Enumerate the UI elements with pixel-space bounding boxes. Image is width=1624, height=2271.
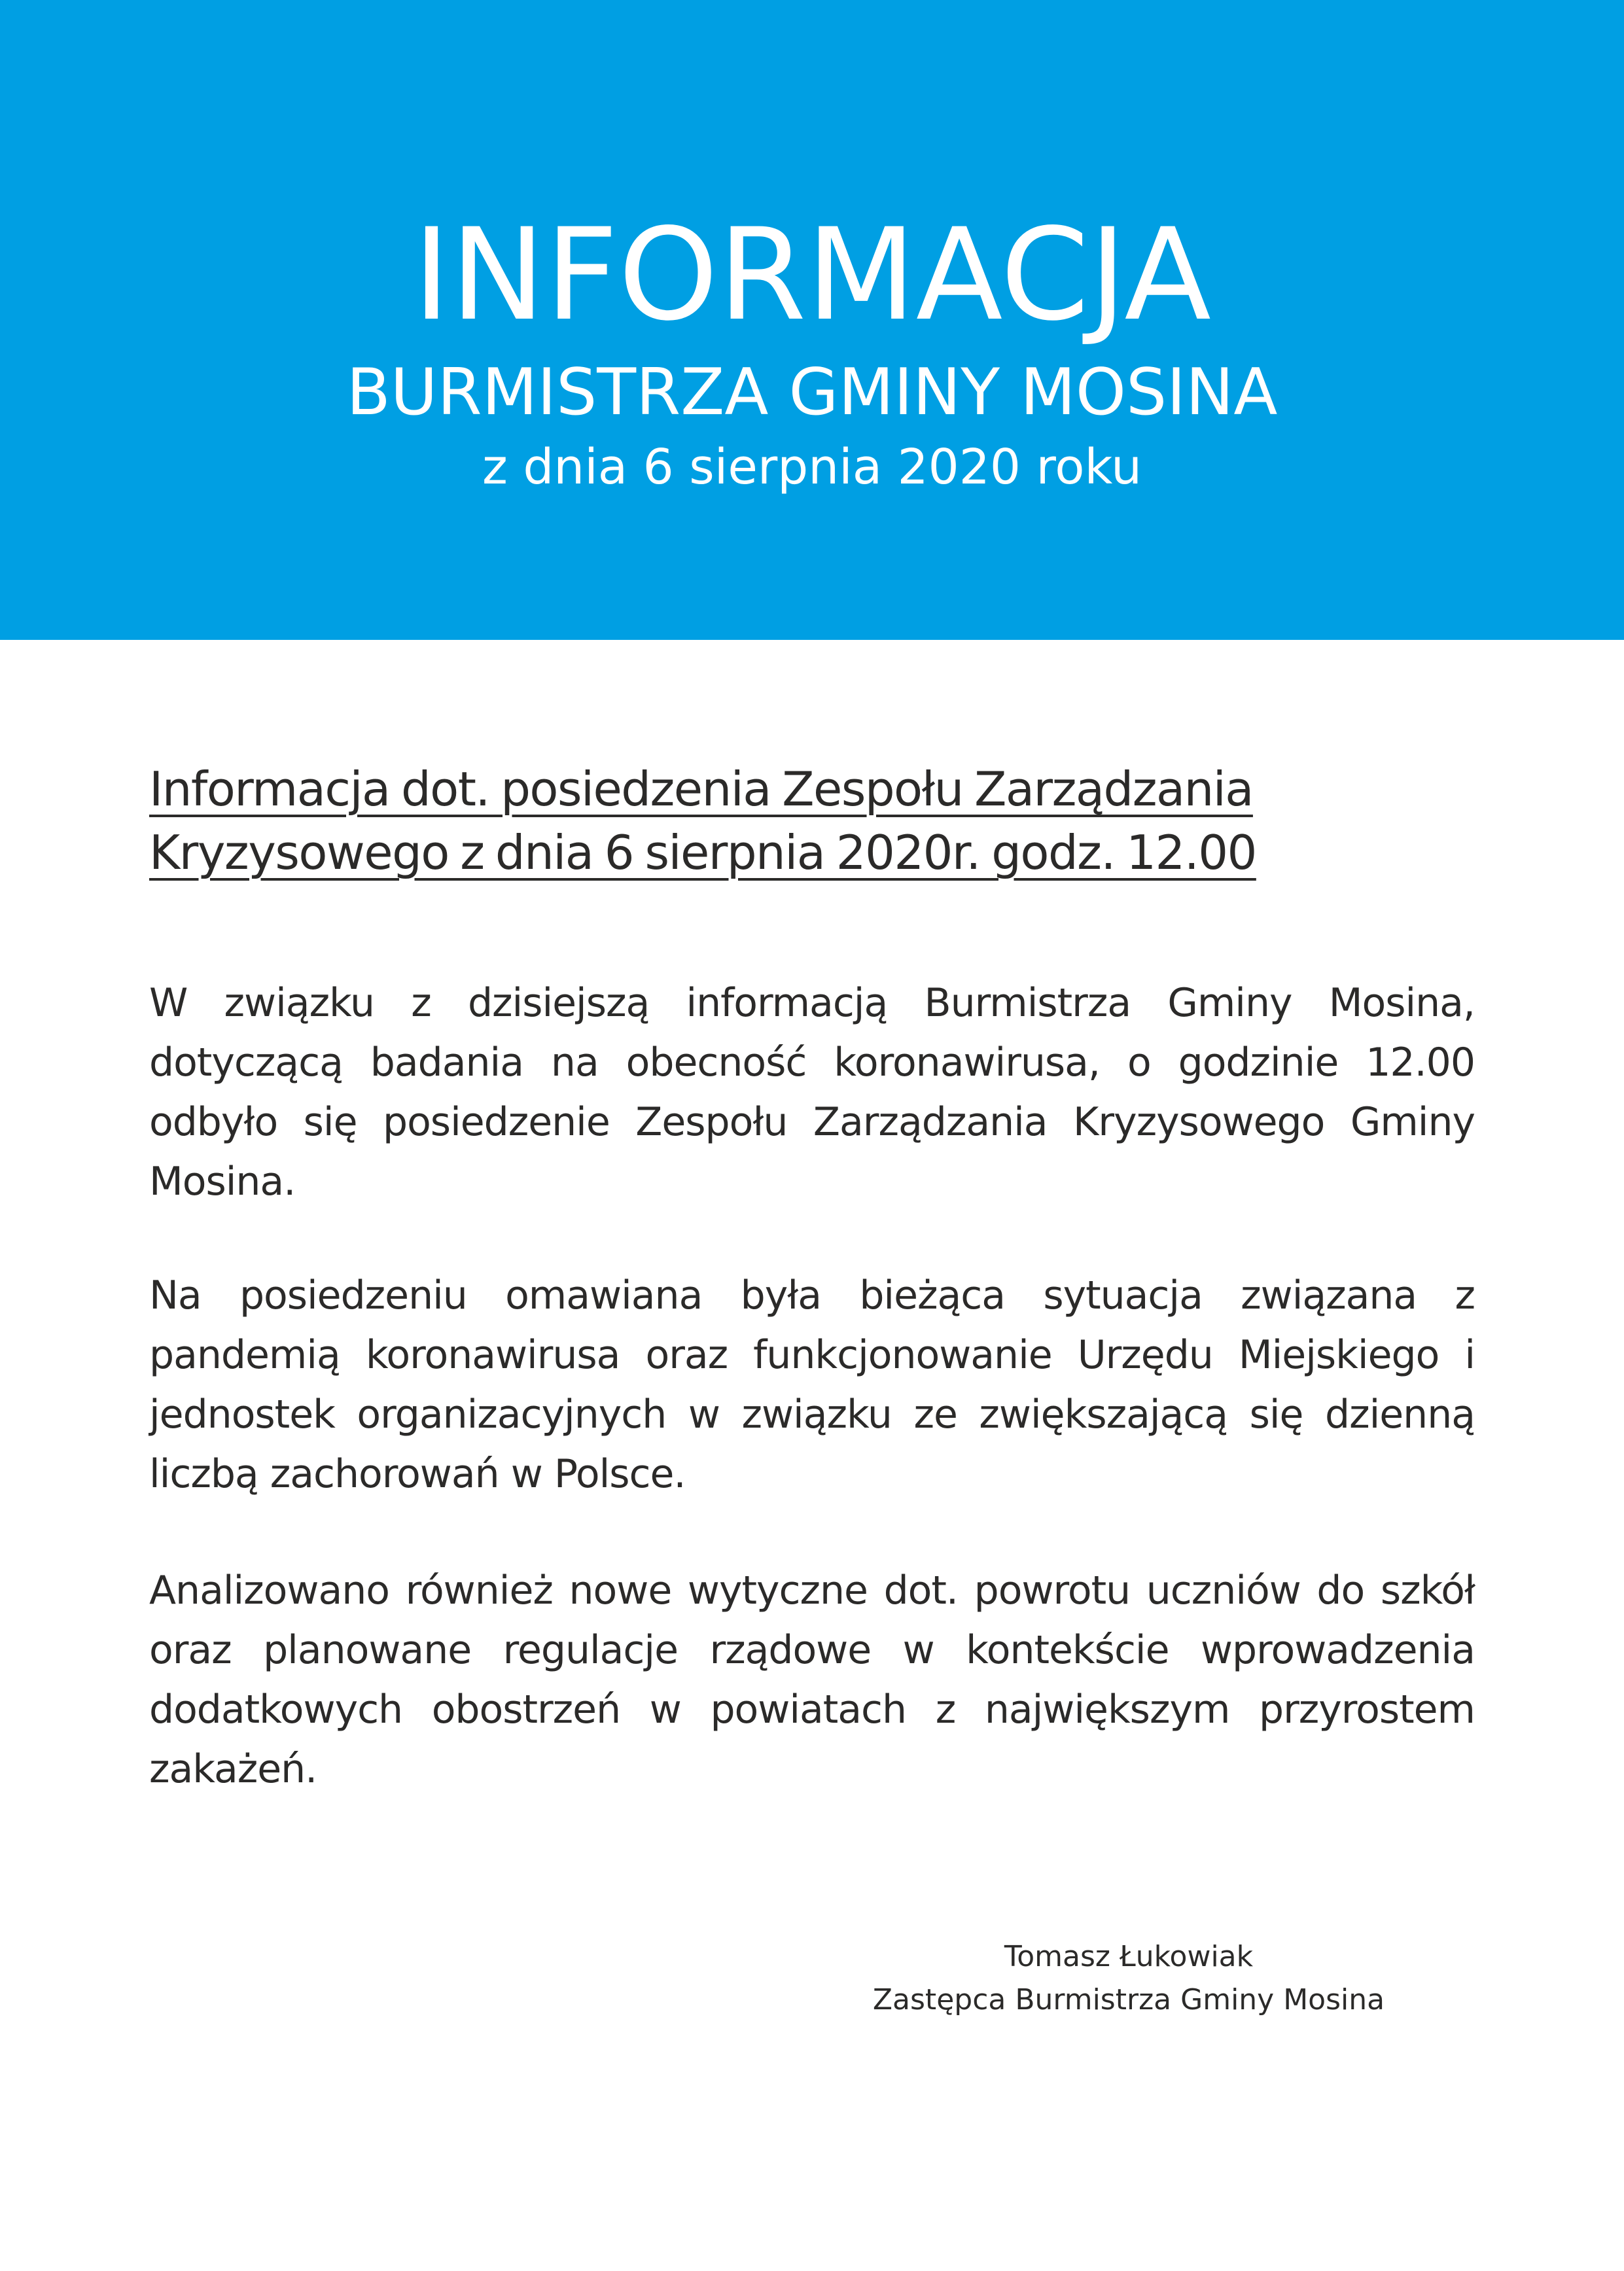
body-paragraph: Na posiedzeniu omawiana była bieżąca sytuacja związana z pandemią koronawirusa oraz funkcjonowanie Urzędu Miejskiego i jednostek organizacyjnych w związku ze zwiększającą się dzienną liczbą zachorowań w Polsce. — [149, 1273, 1475, 1497]
page-subtitle: BURMISTRZA GMINY MOSINA — [346, 355, 1278, 430]
signatory-role: Zastępca Burmistrza Gminy Mosina — [872, 1983, 1385, 2016]
body-paragraph: Analizowano również nowe wytyczne dot. powrotu uczniów do szkół oraz planowane regulacje rządowe w kontekście wprowadzenia dodatkowych obostrzeń w powiatach z największym przyrostem zakażeń. — [149, 1568, 1475, 1792]
document-heading — [149, 758, 1491, 885]
page-title: INFORMACJA — [412, 201, 1212, 349]
document-heading-line: Informacja dot. posiedzenia Zespołu Zarządzania — [149, 762, 1253, 817]
signatory-name: Tomasz Łukowiak — [1004, 1940, 1254, 1973]
header-banner — [0, 0, 1624, 640]
issue-date: z dnia 6 sierpnia 2020 roku — [482, 439, 1142, 495]
body-paragraph: W związku z dzisiejszą informacją Burmistrza Gminy Mosina, dotyczącą badania na obecność koronawirusa, o godzinie 12.00 odbyło się posiedzenie Zespołu Zarządzania Kryzysowego Gminy Mosina. — [149, 980, 1475, 1205]
document-heading-line: Kryzysowego z dnia 6 sierpnia 2020r. godz. 12.00 — [149, 825, 1256, 880]
